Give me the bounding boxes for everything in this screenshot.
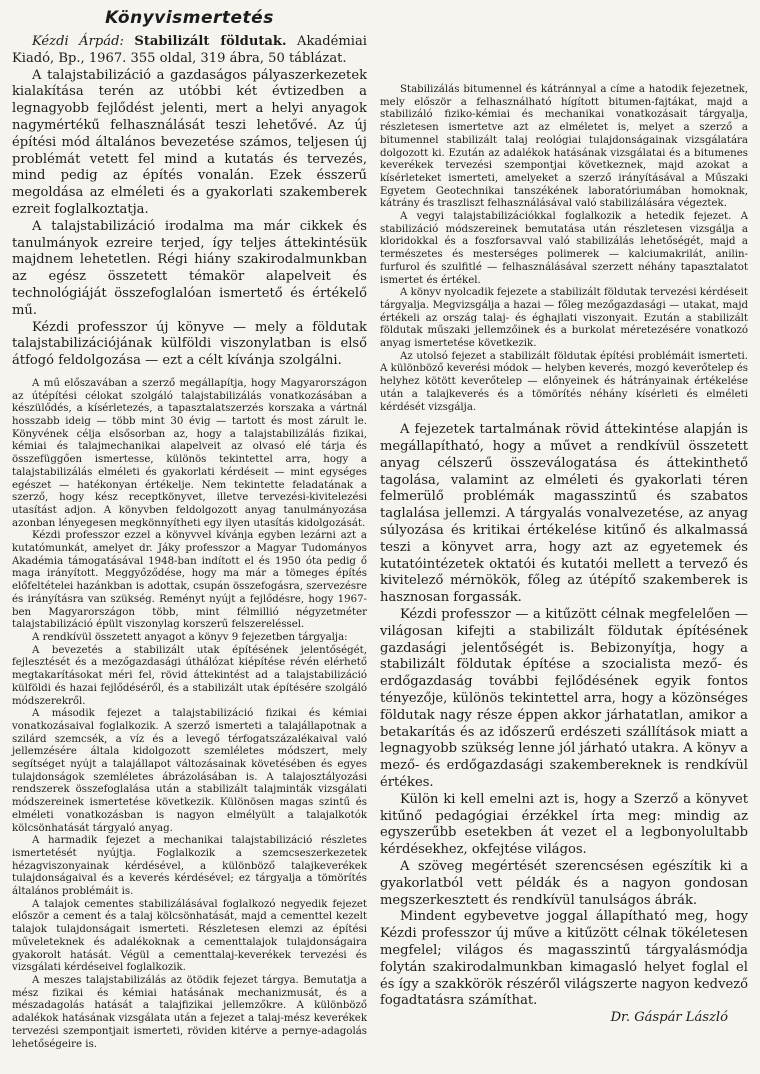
chapter-paragraph: Az utolsó fejezet a stabilizált földutak építési problémáit ismerteti. A különböző keverési módok — helyben keverés, mozgó keverőtelep és helyhez kötött keverőtelep — előnyeinek és hátrányainak értékelése után a talajkeverés és a tömörítés néhány kísérleti és elméleti kérdését vizsgálja. (380, 350, 748, 413)
body-paragraph: A rendkívül összetett anyagot a könyv 9 fejezetben tárgyalja: (32, 632, 348, 643)
intro-paragraph: A talajstabilizáció a gazdaságos pályaszerkezetek kialakítása terén az utóbbi két évtizedben a legnagyobb fejlődést jelenti, mert a helyi anyagok nagymértékű felhasználását teszi lehetővé. Az új építési mód általános bevezetése számos, teljesen új problémát vetett fel mind a kutatás és tervezés, mind pedig az építés vonalán. Ezek ésszerű megoldása az elméleti és a gyakorlati szakemberek ezreit foglalkoztatja. (12, 67, 367, 217)
intro-paragraph: A talajstabilizáció irodalma ma már cikkek és tanulmányok ezreire terjed, így teljes áttekintésük majdnem lehetetlen. Régi hiány szakirodalmunkban az egész összetett témakör alapelveit és technológiáját összefoglalóan ismertető és értékelő mű. (12, 218, 367, 318)
chapter-paragraph: A vegyi talajstabilizációkkal foglalkozik a hetedik fejezet. A stabilizáció módszereinek bemutatása után részletesen vizsgálja a kloridokkal és a foszforsavval való stabilizálás lehetőségét, majd a természetes és mesterséges polimerek — kalciumakrilát, anilin-furfurol és szulfitlé — felhasználásával szerzett néhány tapasztalatot ismertet és értékel. (380, 211, 748, 286)
chapter-paragraph: A második fejezet a talajstabilizáció fizikai és kémiai vonatkozásaival foglalkozik. A szerző ismerteti a talajállapotnak a szilárd szemcsék, a víz és a levegő térfogatszázalékaival való jellemzésére általa kidolgozott szemléletes módszert, mely segítséget nyújt a talajállapot változásainak követésében és egyes tulajdonságok szemléletes ábrázolásában is. A talajosztályozási rendszerek összefoglalása után a stabilizált talajminták vizsgálati módszereinek ismertetése következik. Különösen magas szintű és elméleti vonatkozásban is nagyon elmélyült a talajalkotók kölcsönhatását tárgyaló anyag. (12, 708, 367, 834)
left-column (12, 0, 367, 1051)
closing-paragraph: A fejezetek tartalmának rövid áttekintése alapján is megállapítható, hogy a művet a rendkívül összetett anyag célszerű összeválogatása és áttekinthető tagolása, valamint az elméleti és gyakorlati téren felmerülő problémák magasszintű és szabatos taglalása jellemzi. A tárgyalás vonalvezetése, az anyag súlyozása és kritikai értékelése kitűnő és alkalmassá teszi a könyvet arra, hogy azt az egyetemek és kutatóintézetek oktatói és kutatói mellett a tervező és kivitelező mérnökök, főleg az útépítő szakemberek is hasznosan forgassák. (380, 422, 748, 606)
chapter-paragraph: Stabilizálás bitumennel és kátránnyal a címe a hatodik fejezetnek, mely először a felhasználható hígított bitumen-fajtákat, majd a stabilizáló fiziko-kémiai és mechanikai vonatkozásait tárgyalja, részletesen ismertetve azt az elméletet is, melyet a szerző a bitumennel stabilizált talaj reológiai tulajdonságainak vizsgálatára dolgozott ki. Ezután az adalékok hatásának vizsgálatai és a bitumenes keverékek tervezési szempontjai következnek, majd azokat a kísérleteket ismerteti, amelyeket a szerző irányításával a Műszaki Egyetem Geotechnikai tanszékének laboratóriumában homoknak, kátrány és traszliszt felhasználásával való stabilizálására végeztek. (380, 84, 748, 210)
closing-paragraph: Kézdi professzor — a kitűzött célnak megfelelően — világosan kifejti a stabilizált földutak építésének gazdasági jelentőségét is. Bebizonyítja, hogy a stabilizált földutak építése a szocialista mező- és erdőgazdaság további fejlődésének egyik fontos tényezője, különös tekintettel arra, hogy a közönséges földutak nagy része éppen akkor járhatatlan, amikor a betakarítás és az időszerű erdészeti szállítások miatt a legnagyobb szükség lenne jól járható utakra. A könyv a mező- és erdőgazdasági szakembereknek is rendkívül értékes. (380, 607, 748, 791)
chapter-paragraph: A talajok cementes stabilizálásával foglalkozó negyedik fejezet először a cement és a talaj kölcsönhatását, majd a cementtel kezelt talajok tulajdonságait ismerteti. Részletesen elemzi az építési műveleteknek és adalékoknak a cementtalajok tulajdonságaira gyakorolt hatását. Végül a cementtalaj-keverékek tervezési és vizsgálati kérdéseivel foglalkozik. (12, 898, 367, 974)
reference-author: Kézdi Árpád: (32, 34, 124, 49)
right-column (380, 0, 748, 1027)
body-paragraph: A mű előszavában a szerző megállapítja, hogy Magyarországon az útépítési célokat szolgáló talajstabilizálás vonatkozásában a készülődés, a kísérletezés, a tapasztalatszerzés korszaka a vártnál hosszabb ideig — több mint 30 évig — tartott és most zárult le. Könyvének célja elsősorban az, hogy a talajstabilizálás fizikai, kémiai és talajmechanikai alapelveit az olvasó elé tárja és összefüggően ismertesse, különös tekintettel arra, hogy a talajstabilizálás elméleti és gyakorlati kérdéseit — mint egységes egészet — hatékonyan értékelje. Nem tekintette feladatának a szerző, hogy kész receptkönyvet, illetve tervezési-kivitelezési utasítást adjon. A könyvben feldolgozott anyag tanulmányozása azonban lényegesen megkönnyítheti egy ilyen utasítás kidolgozását. (12, 377, 367, 529)
body-paragraph: Kézdi professzor ezzel a könyvvel kívánja egyben lezárni azt a kutatómunkát, amelyet dr. Jáky professzor a Magyar Tudományos Akadémia támogatásával 1948-ban indított el és 1950 óta pedig ő maga irányított. Meggyőződése, hogy ma már a tömeges építés előfeltételei hazánkban is adottak, csupán összefogásra, szervezésre és irányításra van szükség. Reményt nyújt a fejlődésre, hogy 1967-ben Magyarországon több, mint félmillió négyzetméter talajstabilizáció épült viszonylag korszerű felszereléssel. (12, 530, 367, 631)
closing-paragraph: Mindent egybevetve joggal állapítható meg, hogy Kézdi professzor új műve a kitűzött célnak tökéletesen megfelel; világos és magasszintű tárgyalásmódja folytán szakirodalmunkban kimagasló helyet foglal el és így a szakkörök részéről világszerte nagyon kedvező fogadtatásra számíthat. (380, 909, 748, 1009)
reference-book-title: Stabilizált földutak. (134, 34, 287, 49)
chapter-paragraph: A könyv nyolcadik fejezete a stabilizált földutak tervezési kérdéseit tárgyalja. Megvizsgálja a hazai — főleg mezőgazdasági — utakat, majd értékeli az ország talaj- és éghajlati viszonyait. Ezután a stabilizált földutak műszaki jellemzőinek és a burkolat méretezésére vonatkozó anyag ismertetése következik. (380, 287, 748, 350)
chapter-paragraph: A meszes talajstabilizálás az ötödik fejezet tárgya. Bemutatja a mész fizikai és kémiai hatásának mechanizmusát, és a mészadagolás hatását a talajfizikai jellemzőkre. A különböző adalékok hatásának vizsgálata után a fejezet a talaj-mész keverékek tervezési szempontjait ismerteti, röviden kitérve a pernye-adagolás lehetőségeire is. (12, 974, 367, 1050)
intro-paragraph: Kézdi professzor új könyve — mely a földutak talajstabilizációjának külföldi viszonylatban is első átfogó feldolgozása — ezt a célt kívánja szolgálni. (12, 319, 367, 369)
reference-details: Akadémiai Kiadó, Bp., 1967. 355 oldal, 319 ábra, 50 táblázat. (12, 34, 367, 66)
chapter-paragraph: A bevezetés a stabilizált utak építésének jelentőségét, fejlesztését és a mezőgazdasági úthálózat kiépítése révén elérhető megtakarításokat méri fel, rövid áttekintést ad a talajstabilizáció külföldi és hazai fejlődéséről, és a stabilizált utak építésére szolgáló módszerekről. (12, 644, 367, 707)
closing-paragraph: Külön ki kell emelni azt is, hogy a Szerző a könyvet kitűnő pedagógiai érzékkel írta meg: mindig az egyszerűbb esetekben át vezet el a legbonyolultabb kérdésekhez, okfejtése világos. (380, 791, 748, 858)
reviewer-signature: Dr. Gáspár László (610, 1010, 728, 1026)
closing-paragraph: A szöveg megértését szerencsésen egészítik ki a gyakorlatból vett példák és a nagyon gondosan megszerkesztett és rendkívül tanulságos ábrák. (380, 859, 748, 908)
section-title: Könyvismertetés (105, 8, 274, 28)
book-reference (12, 34, 367, 68)
chapter-paragraph: A harmadik fejezet a mechanikai talajstabilizáció részletes ismertetését nyújtja. Foglalkozik a szemcseszerkezetek hézagviszonyainak kérdésével, a különböző talajkeverékek tulajdonságaival és a keverés kérdésével; ez tárgyalja a tömörítés általános problémáit is. (12, 835, 367, 898)
